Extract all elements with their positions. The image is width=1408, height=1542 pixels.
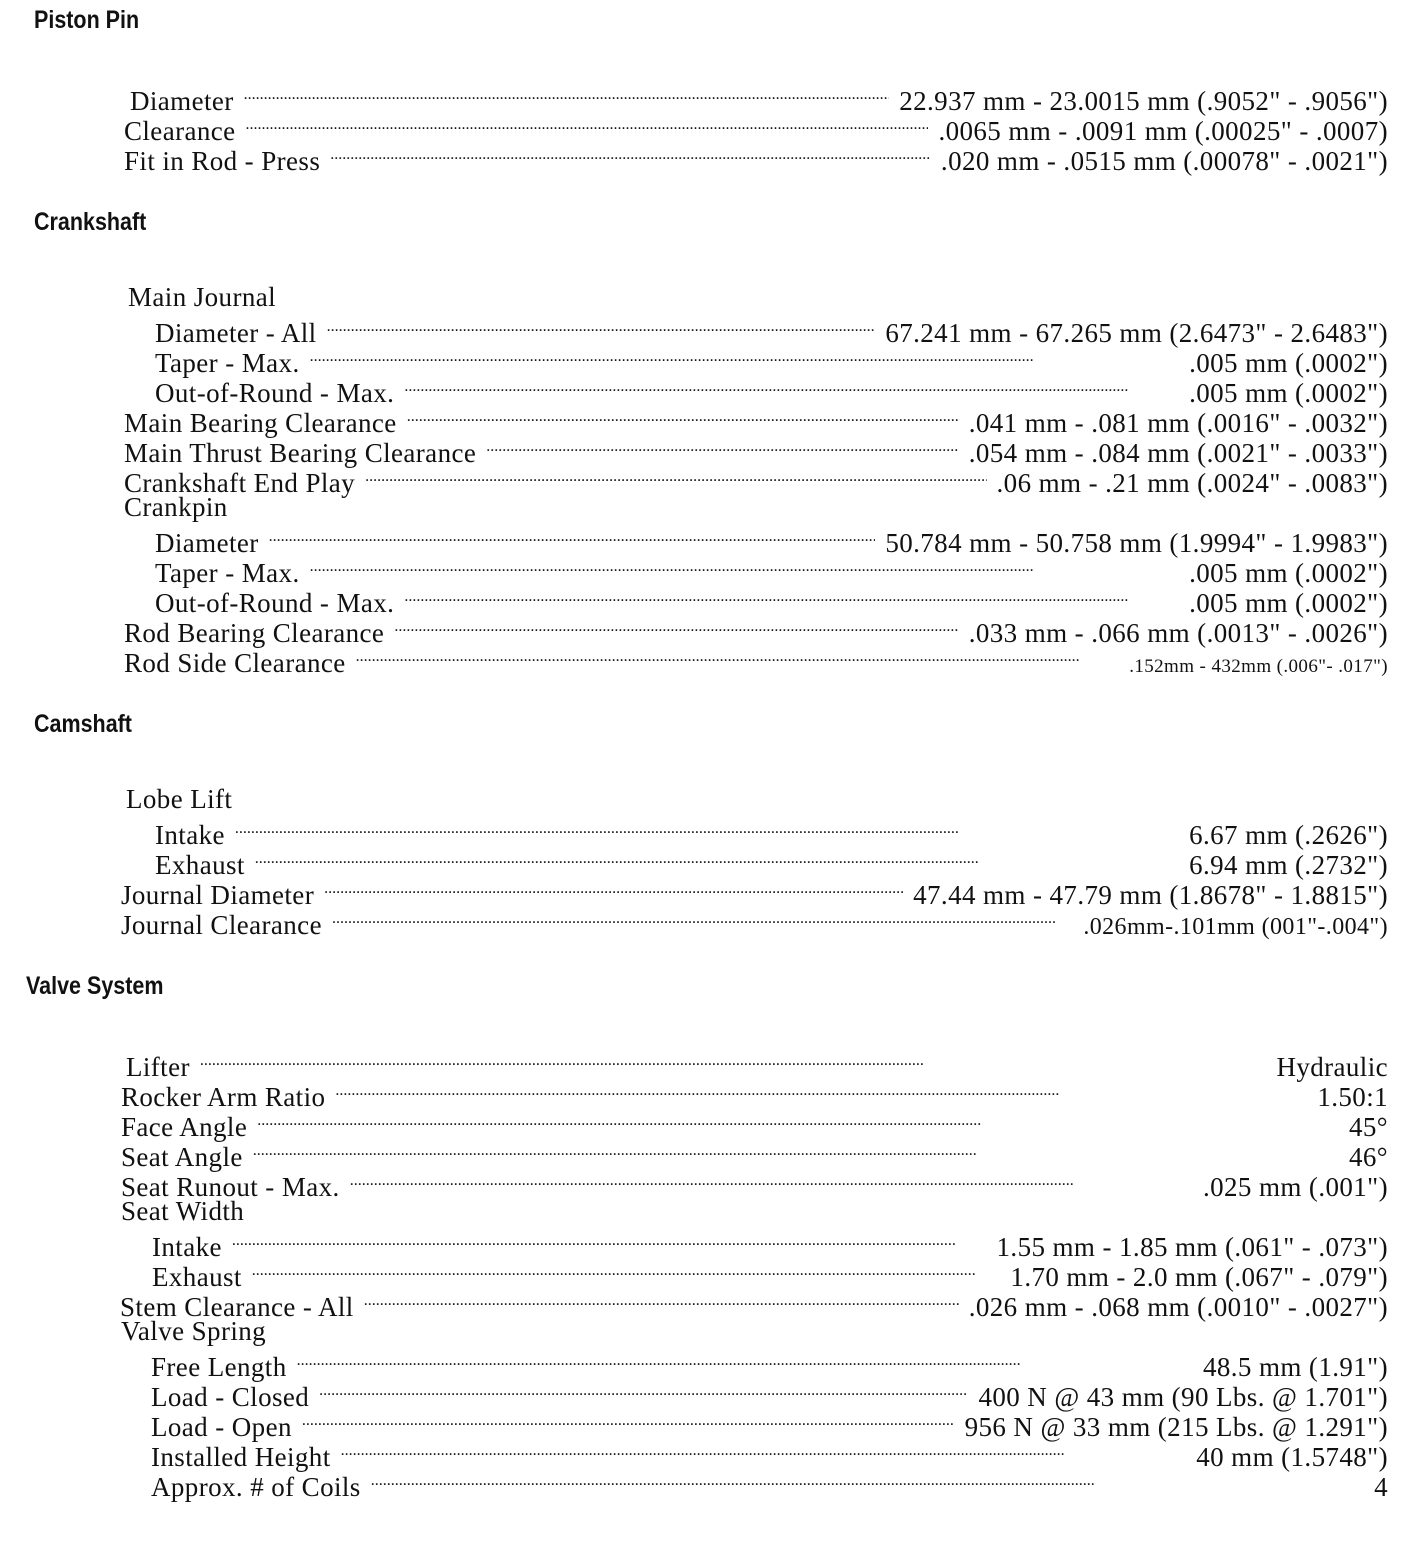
- dot-leader: [257, 1106, 1339, 1136]
- spec-row: [0, 1076, 1408, 1112]
- spec-value: .06 mm - .21 mm (.0024" - .0083"): [996, 468, 1388, 498]
- dot-leader: [332, 904, 1073, 934]
- spec-row: [0, 432, 1408, 468]
- dot-leader: [244, 80, 890, 110]
- spec-row: [0, 612, 1408, 648]
- spec-value: .020 mm - .0515 mm (.00078" - .0021"): [940, 146, 1388, 176]
- dot-leader: [253, 1136, 1339, 1166]
- spec-value: Hydraulic: [1276, 1052, 1388, 1082]
- dot-leader: [350, 1166, 1193, 1196]
- dot-leader: [341, 1436, 1187, 1466]
- spec-label: Rod Side Clearance: [124, 648, 346, 678]
- spec-label: Intake: [152, 1232, 222, 1262]
- dot-leader: [302, 1406, 955, 1436]
- spec-row: [0, 522, 1408, 558]
- spec-value: 4: [1374, 1472, 1388, 1502]
- spec-value: 1.50:1: [1317, 1082, 1388, 1112]
- spec-label: Journal Diameter: [121, 880, 315, 910]
- spec-group-heading: [0, 492, 1408, 522]
- spec-group-heading: [0, 1196, 1408, 1226]
- spec-label: Stem Clearance - All: [120, 1292, 354, 1322]
- dot-leader: [371, 1466, 1364, 1496]
- spec-row: [0, 814, 1408, 850]
- spec-label: Taper - Max.: [155, 558, 300, 588]
- spec-group-heading: [0, 784, 1408, 814]
- spec-list: [0, 80, 1408, 176]
- section-title: Piston Pin: [34, 6, 140, 34]
- dot-leader: [200, 1046, 1267, 1076]
- spec-value: .033 mm - .066 mm (.0013" - .0026"): [968, 618, 1388, 648]
- spec-label: Rod Bearing Clearance: [124, 618, 385, 648]
- dot-leader: [335, 1076, 1307, 1106]
- section-title: Valve System: [26, 972, 164, 1000]
- spec-value: 400 N @ 43 mm (90 Lbs. @ 1.701"): [978, 1382, 1388, 1412]
- spec-group-heading: [0, 282, 1408, 312]
- spec-value: .005 mm (.0002"): [1189, 588, 1388, 618]
- spec-value: 48.5 mm (1.91"): [1202, 1352, 1388, 1382]
- spec-row: [0, 372, 1408, 408]
- spec-value: .005 mm (.0002"): [1189, 378, 1388, 408]
- spec-row: [0, 1406, 1408, 1442]
- spec-row: [0, 342, 1408, 378]
- spec-value: .025 mm (.001"): [1202, 1172, 1388, 1202]
- spec-label: Out-of-Round - Max.: [155, 378, 395, 408]
- spec-label: Fit in Rod - Press: [124, 146, 321, 176]
- spec-label: Exhaust: [152, 1262, 242, 1292]
- spec-row: [0, 874, 1408, 910]
- spec-label: Out-of-Round - Max.: [155, 588, 395, 618]
- spec-row: [0, 1376, 1408, 1412]
- spec-row: [0, 904, 1408, 940]
- spec-row: [0, 1286, 1408, 1322]
- spec-row: [0, 462, 1408, 498]
- spec-label: Main Thrust Bearing Clearance: [124, 438, 477, 468]
- spec-label: Free Length: [151, 1352, 287, 1382]
- dot-leader: [319, 1376, 968, 1406]
- spec-row: [0, 80, 1408, 116]
- spec-label: Rocker Arm Ratio: [121, 1082, 326, 1112]
- spec-value: .026mm-.101mm (001"-.004"): [1083, 914, 1388, 940]
- spec-label: Exhaust: [155, 850, 245, 880]
- spec-value: .005 mm (.0002"): [1189, 348, 1388, 378]
- section-title: Camshaft: [34, 710, 132, 738]
- spec-label: Installed Height: [151, 1442, 331, 1472]
- dot-leader: [356, 642, 1120, 672]
- spec-label: Diameter: [155, 528, 259, 558]
- spec-row: [0, 1256, 1408, 1292]
- spec-row: [0, 1166, 1408, 1202]
- spec-list: [0, 784, 1408, 940]
- dot-leader: [232, 1226, 987, 1256]
- spec-label: Journal Clearance: [121, 910, 322, 940]
- spec-label: Clearance: [124, 116, 236, 146]
- dot-leader: [365, 462, 986, 492]
- spec-label: Lobe Lift: [126, 784, 233, 814]
- spec-value: .054 mm - .084 mm (.0021" - .0033"): [968, 438, 1388, 468]
- dot-leader: [255, 844, 1179, 874]
- spec-label: Seat Width: [121, 1196, 245, 1226]
- spec-label: Diameter: [130, 86, 234, 116]
- spec-row: [0, 1106, 1408, 1142]
- dot-leader: [394, 612, 958, 642]
- spec-value: 956 N @ 33 mm (215 Lbs. @ 1.291"): [964, 1412, 1388, 1442]
- spec-value: 1.70 mm - 2.0 mm (.067" - .079"): [1010, 1262, 1388, 1292]
- spec-label: Crankshaft End Play: [124, 468, 356, 498]
- spec-label: Load - Closed: [151, 1382, 310, 1412]
- spec-value: .152mm - 432mm (.006"- .017"): [1129, 656, 1388, 677]
- spec-row: [0, 110, 1408, 146]
- spec-row: [0, 552, 1408, 588]
- dot-leader: [310, 342, 1179, 372]
- spec-value: 22.937 mm - 23.0015 mm (.9052" - .9056"): [899, 86, 1388, 116]
- dot-leader: [324, 874, 903, 904]
- spec-row: [0, 844, 1408, 880]
- spec-value: 50.784 mm - 50.758 mm (1.9994" - 1.9983"): [885, 528, 1388, 558]
- dot-leader: [364, 1286, 959, 1316]
- spec-label: Lifter: [126, 1052, 190, 1082]
- spec-list: [0, 282, 1408, 678]
- dot-leader: [235, 814, 1179, 844]
- spec-row: [0, 1136, 1408, 1172]
- spec-value: 47.44 mm - 47.79 mm (1.8678" - 1.8815"): [913, 880, 1388, 910]
- spec-value: .026 mm - .068 mm (.0010" - .0027"): [968, 1292, 1388, 1322]
- spec-row: [0, 402, 1408, 438]
- spec-label: Crankpin: [124, 492, 228, 522]
- spec-row: [0, 642, 1408, 678]
- dot-leader: [269, 522, 876, 552]
- spec-group-heading: [0, 1316, 1408, 1346]
- spec-label: Diameter - All: [155, 318, 317, 348]
- dot-leader: [486, 432, 958, 462]
- spec-label: Approx. # of Coils: [151, 1472, 361, 1502]
- dot-leader: [252, 1256, 1001, 1286]
- spec-label: Face Angle: [121, 1112, 248, 1142]
- spec-label: Main Journal: [128, 282, 277, 312]
- spec-value: .0065 mm - .0091 mm (.00025" - .0007): [938, 116, 1388, 146]
- spec-label: Intake: [155, 820, 225, 850]
- spec-value: 40 mm (1.5748"): [1196, 1442, 1388, 1472]
- spec-value: 6.94 mm (.2732"): [1189, 850, 1388, 880]
- spec-value: 45°: [1349, 1112, 1388, 1142]
- spec-value: .041 mm - .081 mm (.0016" - .0032"): [968, 408, 1388, 438]
- spec-label: Main Bearing Clearance: [124, 408, 397, 438]
- section-title: Crankshaft: [34, 208, 147, 236]
- spec-value: 6.67 mm (.2626"): [1189, 820, 1388, 850]
- dot-leader: [327, 312, 876, 342]
- spec-list: [0, 1046, 1408, 1502]
- spec-row: [0, 582, 1408, 618]
- dot-leader: [246, 110, 929, 140]
- spec-row: [0, 1466, 1408, 1502]
- spec-row: [0, 1436, 1408, 1472]
- spec-value: .005 mm (.0002"): [1189, 558, 1388, 588]
- spec-row: [0, 1046, 1408, 1082]
- dot-leader: [404, 582, 1179, 612]
- dot-leader: [407, 402, 959, 432]
- spec-label: Taper - Max.: [155, 348, 300, 378]
- spec-value: 1.55 mm - 1.85 mm (.061" - .073"): [996, 1232, 1388, 1262]
- spec-label: Valve Spring: [121, 1316, 267, 1346]
- dot-leader: [297, 1346, 1193, 1376]
- spec-row: [0, 140, 1408, 176]
- dot-leader: [330, 140, 931, 170]
- spec-row: [0, 312, 1408, 348]
- spec-value: 67.241 mm - 67.265 mm (2.6473" - 2.6483"): [885, 318, 1388, 348]
- spec-value: 46°: [1349, 1142, 1388, 1172]
- spec-label: Seat Runout - Max.: [121, 1172, 340, 1202]
- dot-leader: [404, 372, 1179, 402]
- dot-leader: [310, 552, 1179, 582]
- spec-row: [0, 1226, 1408, 1262]
- spec-label: Seat Angle: [121, 1142, 243, 1172]
- spec-label: Load - Open: [151, 1412, 292, 1442]
- spec-row: [0, 1346, 1408, 1382]
